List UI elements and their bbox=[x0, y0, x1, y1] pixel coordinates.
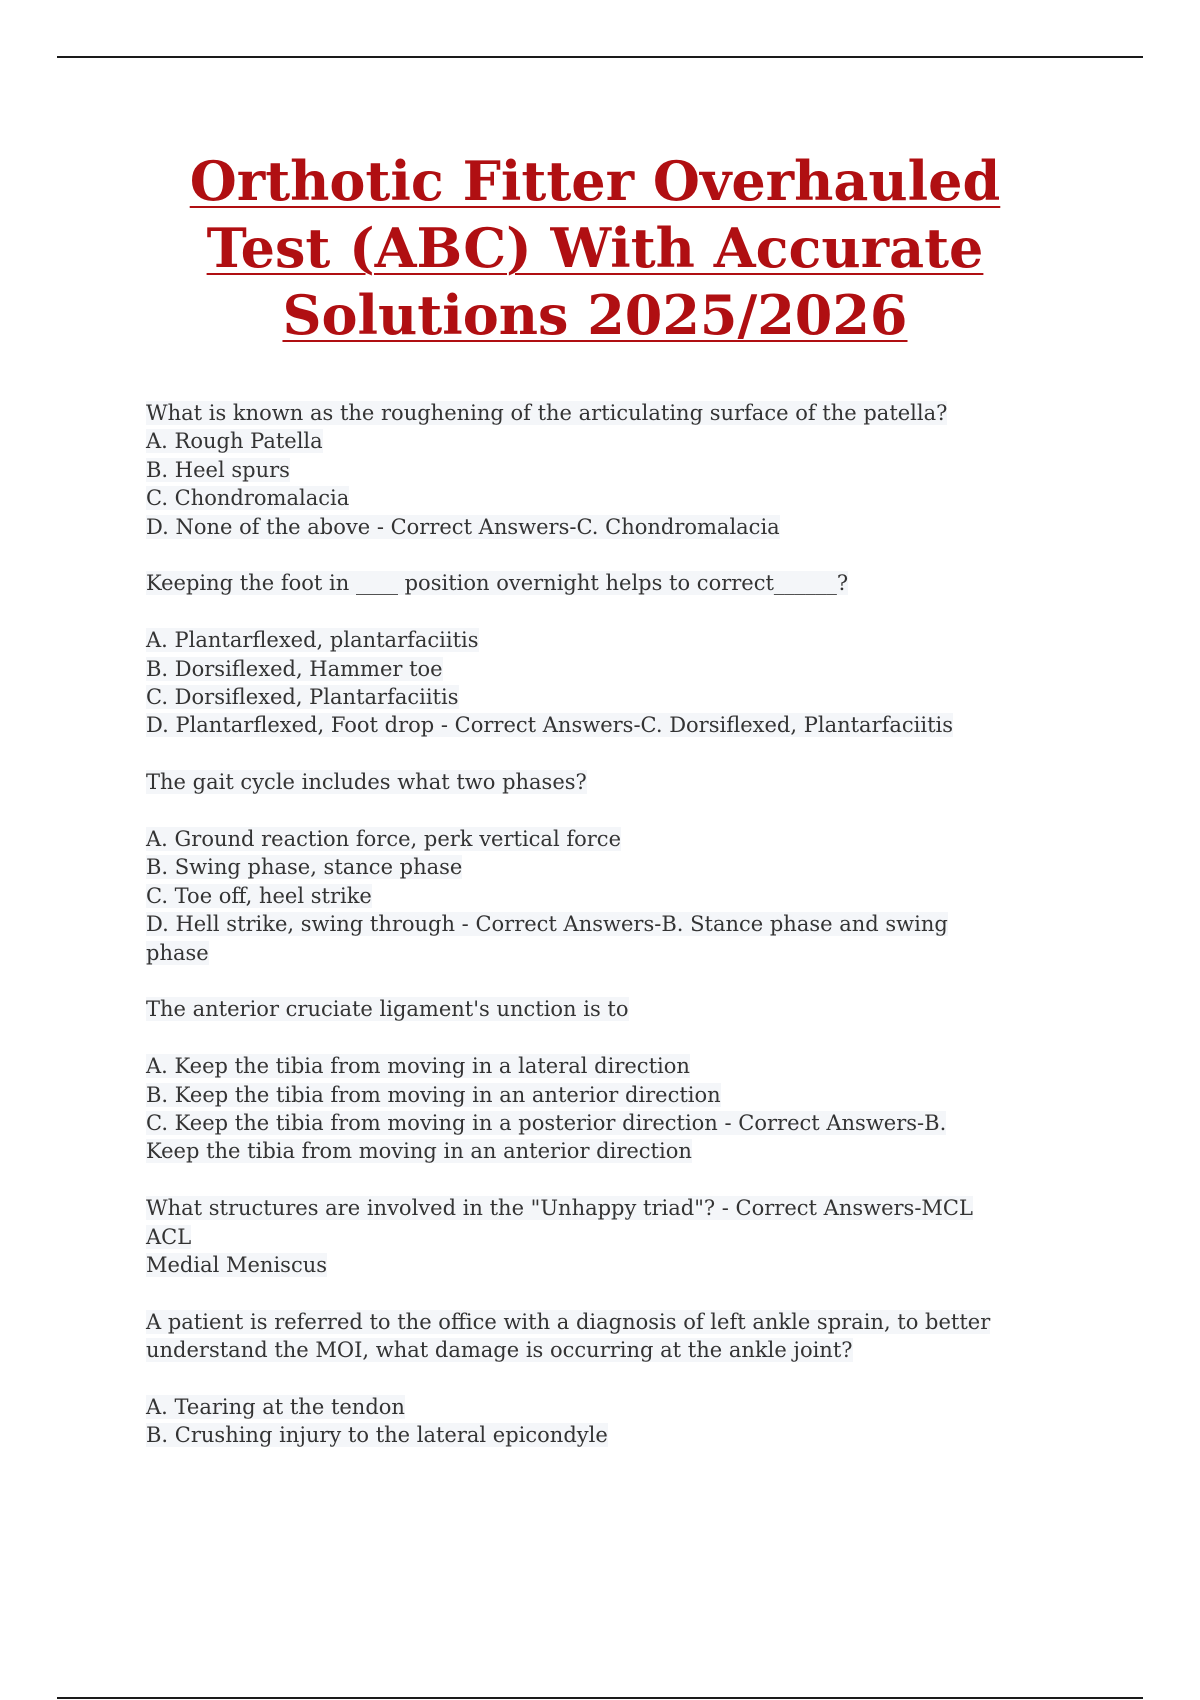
option-text: C. Toe off, heel strike bbox=[146, 883, 372, 908]
title-line: Orthotic Fitter Overhauled bbox=[189, 149, 1001, 213]
question-text: understand the MOI, what damage is occurring at the ankle joint? bbox=[146, 1338, 853, 1363]
question-text: What is known as the roughening of the articulating surface of the patella? bbox=[146, 401, 948, 425]
title-line: Solutions 2025/2026 bbox=[282, 283, 908, 347]
question-block bbox=[146, 995, 1146, 1023]
footer-rule bbox=[57, 1697, 1143, 1699]
option-text: B. Swing phase, stance phase bbox=[146, 855, 463, 880]
options-block bbox=[146, 1052, 1146, 1166]
option-answer-text: phase bbox=[146, 940, 209, 965]
question-text: Keeping the foot in ____ position overnight helps to correct______? bbox=[146, 571, 849, 596]
answer-text: ACL bbox=[146, 1224, 192, 1249]
question-text: The anterior cruciate ligament's unction is to bbox=[146, 997, 629, 1022]
option-answer-text: Keep the tibia from moving in an anterior direction bbox=[146, 1139, 692, 1164]
option-answer-text: D. Plantarflexed, Foot drop - Correct Answers-C. Dorsiflexed, Plantarfaciitis bbox=[146, 713, 954, 738]
options-block bbox=[146, 825, 1146, 967]
option-text: A. Tearing at the tendon bbox=[146, 1395, 405, 1420]
question-block bbox=[146, 1194, 1146, 1279]
question-text: The gait cycle includes what two phases? bbox=[146, 770, 587, 795]
question-block bbox=[146, 768, 1146, 796]
answer-text: Medial Meniscus bbox=[146, 1253, 328, 1278]
question-text: A patient is referred to the office with a diagnosis of left ankle sprain, to better bbox=[146, 1309, 991, 1334]
option-text: B. Dorsiflexed, Hammer toe bbox=[146, 656, 443, 681]
option-text: C. Dorsiflexed, Plantarfaciitis bbox=[146, 685, 459, 710]
option-text: B. Crushing injury to the lateral epicondyle bbox=[146, 1423, 608, 1448]
option-answer-text: D. Hell strike, swing through - Correct Answers-B. Stance phase and swing bbox=[146, 912, 948, 937]
option-text: A. Rough Patella bbox=[146, 429, 323, 454]
option-text: A. Ground reaction force, perk vertical force bbox=[146, 827, 621, 852]
option-text: B. Heel spurs bbox=[146, 457, 290, 482]
question-text: What structures are involved in the "Unhappy triad"? - Correct Answers-MCL bbox=[146, 1196, 973, 1221]
header-rule bbox=[57, 56, 1143, 58]
options-block bbox=[146, 1393, 1146, 1450]
question-block bbox=[146, 399, 1146, 541]
question-block bbox=[146, 569, 1146, 597]
document-title bbox=[0, 148, 1190, 349]
option-text: C. Chondromalacia bbox=[146, 486, 350, 511]
title-line: Test (ABC) With Accurate bbox=[206, 216, 984, 280]
option-text: A. Plantarflexed, plantarfaciitis bbox=[146, 628, 479, 653]
option-answer-text: C. Keep the tibia from moving in a posterior direction - Correct Answers-B. bbox=[146, 1111, 947, 1136]
options-block bbox=[146, 626, 1146, 740]
option-answer-text: D. None of the above - Correct Answers-C. Chondromalacia bbox=[146, 514, 780, 539]
option-text: B. Keep the tibia from moving in an anterior direction bbox=[146, 1082, 721, 1107]
question-block bbox=[146, 1308, 1146, 1365]
option-text: A. Keep the tibia from moving in a lateral direction bbox=[146, 1054, 690, 1079]
question-list bbox=[146, 399, 1146, 1450]
